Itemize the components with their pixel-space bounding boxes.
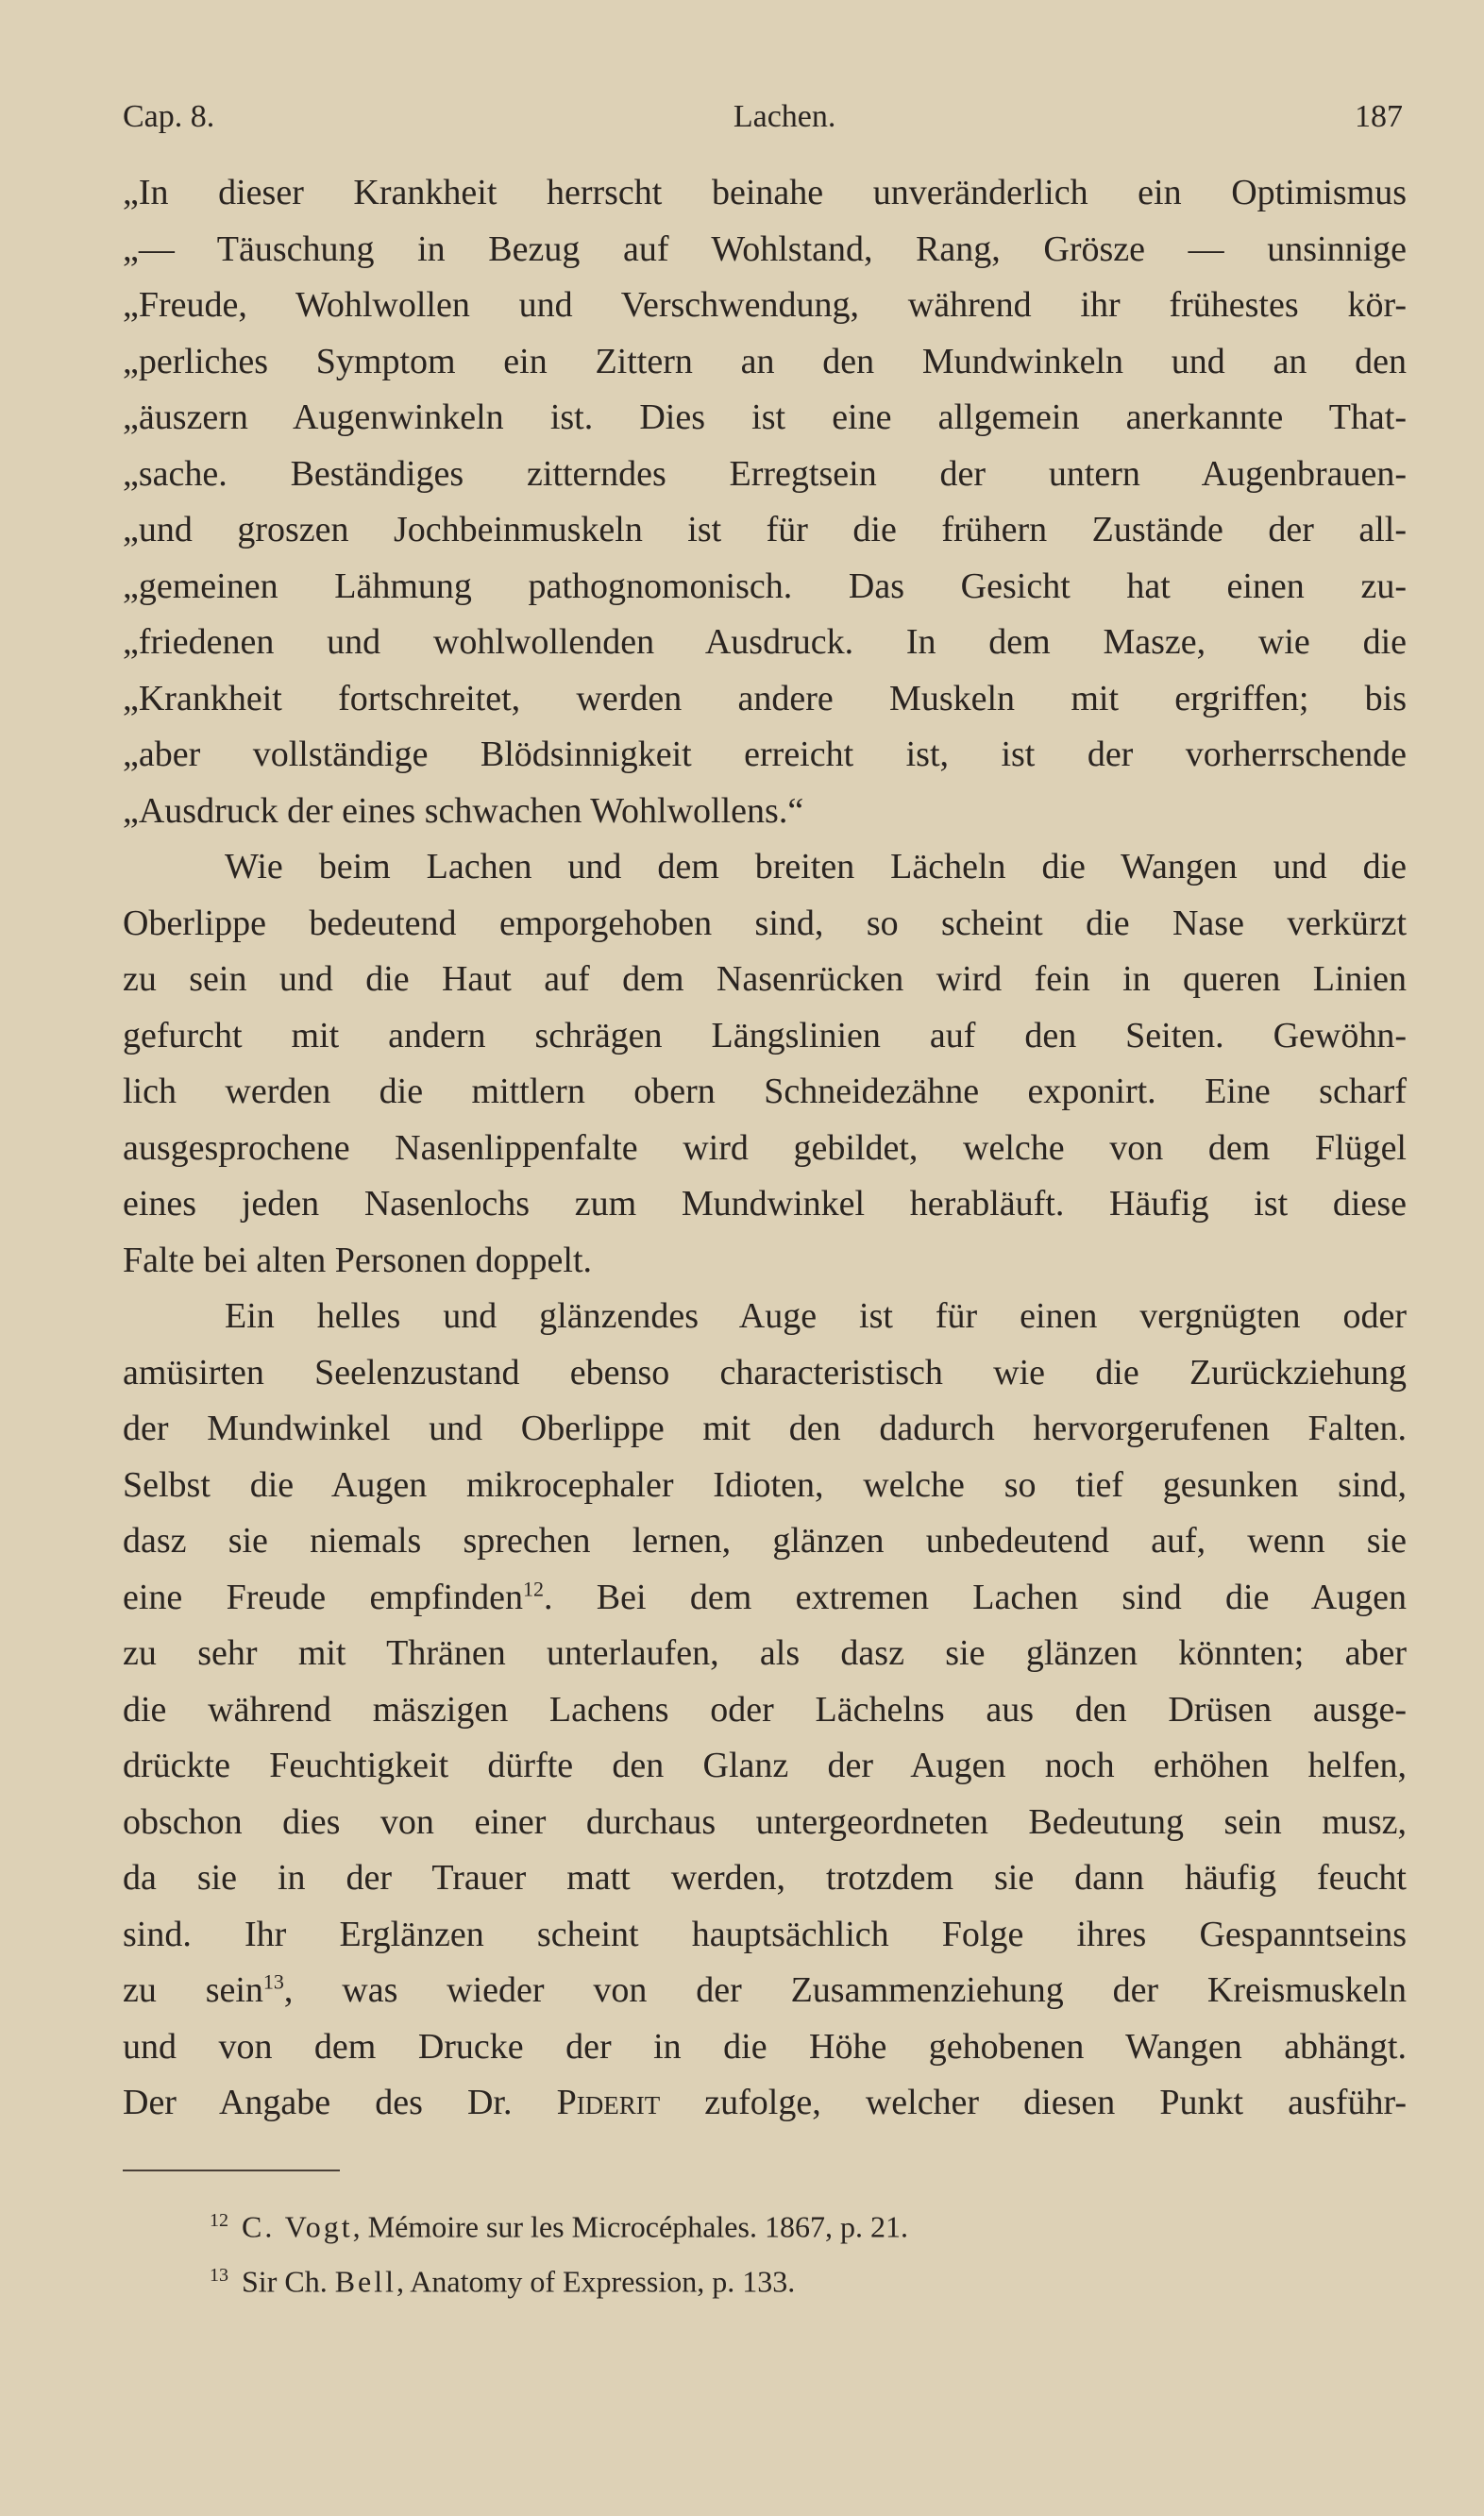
footnote-author: C. Vogt [242, 2209, 353, 2244]
text-line: „In dieser Krankheit herrscht beinahe unveränderlich ein Optimismus [123, 173, 1407, 212]
text-line: eines jeden Nasenlochs zum Mundwinkel herabläuft. Häufig ist diese [123, 1184, 1407, 1224]
text-line: dasz sie niemals sprechen lernen, glänzen unbedeutend auf, wenn sie [123, 1521, 1407, 1561]
text-line: Oberlippe bedeutend emporgehoben sind, so scheint die Nase verkürzt [123, 903, 1407, 943]
text-line [123, 1570, 1407, 1627]
text-line: „aber vollständige Blödsinnigkeit erreicht ist, ist der vorherrschende [123, 735, 1407, 774]
page-number: 187 [1354, 99, 1403, 134]
text-line: „äuszern Augenwinkeln ist. Dies ist eine allgemein anerkannte That- [123, 397, 1407, 437]
footnote-text: , Mémoire sur les Microcéphales. 1867, p. 21. [352, 2209, 908, 2244]
text-line: „friedenen und wohlwollenden Ausdruck. In dem Masze, wie die [123, 622, 1407, 662]
running-title: Lachen. [733, 99, 836, 134]
text-line: amüsirten Seelenzustand ebenso characteristisch wie die Zurückziehung [123, 1352, 1407, 1393]
text-span: eine Freude empfinden [123, 1577, 523, 1617]
text-line: Falte bei alten Personen doppelt. [123, 1240, 593, 1280]
footnote-ref-12[interactable]: 12 [522, 1576, 544, 1600]
footnote-ref-13[interactable]: 13 [262, 1969, 284, 1994]
text-span: Der Angabe des Dr. [123, 2083, 557, 2122]
text-span: zufolge, welcher diesen Punkt ausführ- [660, 2083, 1407, 2122]
text-line: sind. Ihr Erglänzen scheint hauptsächlich Folge ihres Gespanntseins [123, 1914, 1407, 1954]
chapter-label: Cap. 8. [123, 99, 215, 134]
text-line [123, 1963, 1407, 2019]
text-line: „Ausdruck der eines schwachen Wohlwollens.“ [123, 790, 804, 831]
text-line: lich werden die mittlern obern Schneidezähne exponirt. Eine scharf [123, 1072, 1407, 1111]
book-page [123, 99, 1407, 2306]
running-header [123, 99, 1407, 156]
text-line: „perliches Symptom ein Zittern an den Mundwinkeln und an den [123, 341, 1407, 381]
text-line: da sie in der Trauer matt werden, trotzdem sie dann häufig feucht [123, 1858, 1407, 1898]
text-line: Selbst die Augen mikrocephaler Idioten, welche so tief gesunken sind, [123, 1464, 1407, 1505]
footnote-12 [210, 2196, 1407, 2252]
footnotes [123, 2196, 1407, 2306]
text-line: drückte Feuchtigkeit dürfte den Glanz der Augen noch erhöhen helfen, [123, 1746, 1407, 1785]
text-line: „Freude, Wohlwollen und Verschwendung, während ihr frühestes kör- [123, 285, 1407, 325]
text-line: „und groszen Jochbeinmuskeln ist für die frühern Zustände der all- [123, 510, 1407, 549]
footnote-number: 13 [210, 2265, 228, 2287]
text-line: „sache. Beständiges zitterndes Erregtsein der untern Augenbrauen- [123, 453, 1407, 494]
text-line: gefurcht mit andern schrägen Längslinien auf den Seiten. Gewöhn- [123, 1015, 1407, 1055]
text-line: „— Täuschung in Bezug auf Wohlstand, Rang, Grösze — unsinnige [123, 228, 1407, 269]
text-line: zu sein und die Haut auf dem Nasenrücken wird fein in queren Linien [123, 959, 1407, 999]
text-span: zu sein [123, 1970, 263, 2010]
text-line: der Mundwinkel und Oberlippe mit den dadurch hervorgerufenen Falten. [123, 1409, 1407, 1448]
text-line: Wie beim Lachen und dem breiten Lächeln die Wangen und die [225, 847, 1407, 887]
footnote-13 [210, 2251, 1407, 2306]
text-line: die während mäszigen Lachens oder Lächelns aus den Drüsen ausge- [123, 1689, 1407, 1730]
footnote-divider [123, 2170, 340, 2171]
text-line: „Krankheit fortschreitet, werden andere Muskeln mit ergriffen; bis [123, 678, 1407, 718]
author-name: Piderit [556, 2083, 661, 2122]
text-line: ausgesprochene Nasenlippenfalte wird gebildet, welche von dem Flügel [123, 1127, 1407, 1168]
text-line: zu sehr mit Thränen unterlaufen, als dasz sie glänzen könnten; aber [123, 1633, 1407, 1673]
text-span: . Bei dem extremen Lachen sind die Augen [543, 1577, 1407, 1617]
text-line: Ein helles und glänzendes Auge ist für einen vergnügten oder [225, 1296, 1407, 1336]
footnote-text: , Anatomy of Expression, p. 133. [396, 2264, 796, 2299]
text-line: obschon dies von einer durchaus untergeordneten Bedeutung sein musz, [123, 1801, 1407, 1842]
body-text [123, 165, 1407, 2132]
text-line [123, 2075, 1407, 2132]
footnote-author: Bell [334, 2264, 397, 2299]
footnote-author-prefix: Sir Ch. [242, 2264, 335, 2299]
text-line: „gemeinen Lähmung pathognomonisch. Das Gesicht hat einen zu- [123, 566, 1407, 606]
footnote-number: 12 [210, 2209, 228, 2231]
text-span: , was wieder von der Zusammenziehung der Kreismuskeln [283, 1970, 1407, 2010]
text-line: und von dem Drucke der in die Höhe gehobenen Wangen abhängt. [123, 2026, 1407, 2067]
